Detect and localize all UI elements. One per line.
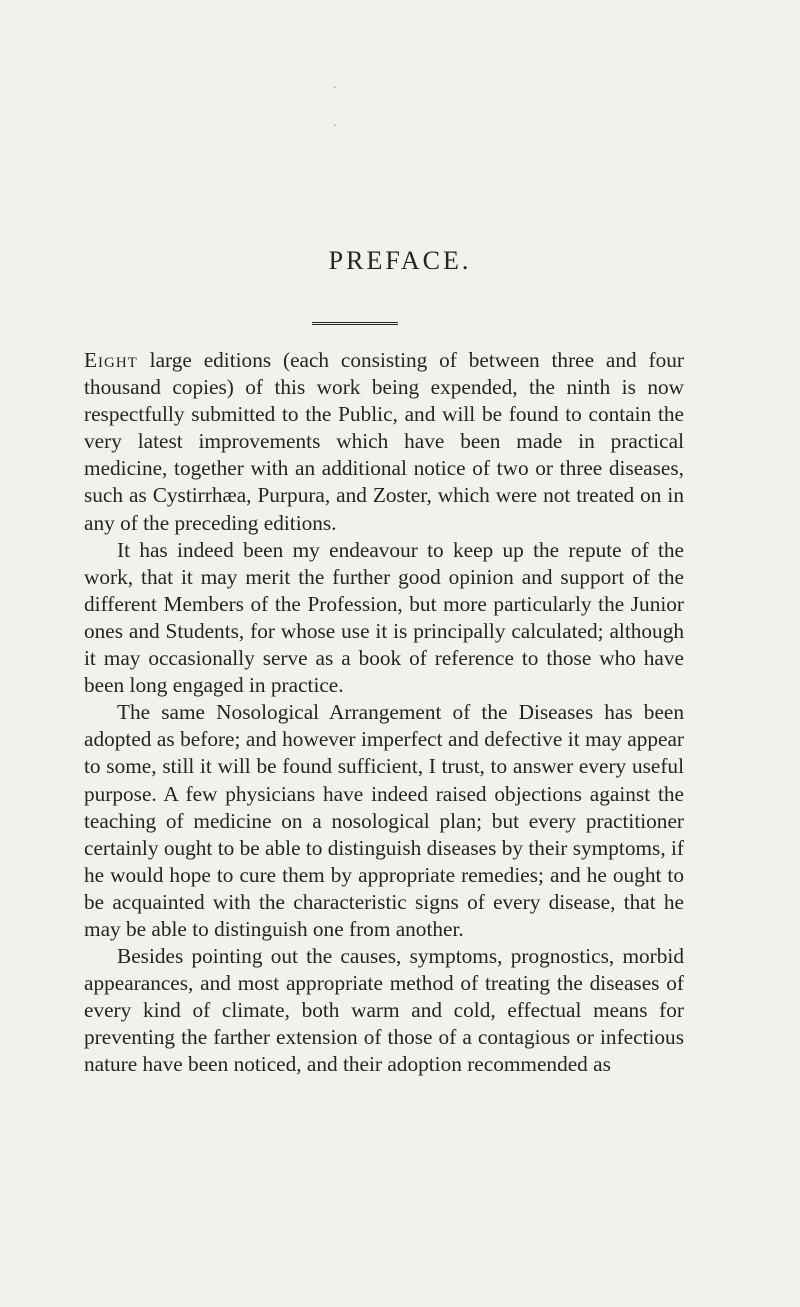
paragraph-1-text: large editions (each consisting of between three and four thousand copies) of this work being expended, the ninth is now respectfully submitted to the Public, and will be found to contain the very latest improvements which have been made in practical medicine, together with an additional notice of two or three diseases, such as Cystirrhæa, Purpura, and Zoster, which were not treated on in any of the preceding editions.	[84, 348, 684, 535]
title-rule	[312, 322, 398, 325]
page-speck: ·	[333, 80, 337, 94]
preface-text	[84, 347, 684, 1079]
page-speck: ·	[333, 118, 337, 132]
paragraph-1	[84, 347, 684, 537]
paragraph-3: The same Nosological Arrangement of the Diseases has been adopted as before; and however imperfect and defective it may appear to some, still it will be found sufficient, I trust, to answer every useful purpose. A few physicians have indeed raised objections against the teaching of medicine on a nosological plan; but every practitioner certainly ought to be able to distinguish diseases by their symptoms, if he would hope to cure them by appropriate remedies; and he ought to be acquainted with the characteristic signs of every disease, that he may be able to distinguish one from another.	[84, 700, 684, 941]
paragraph-4: Besides pointing out the causes, symptoms, prognostics, morbid appearances, and most appropriate method of treating the diseases of every kind of climate, both warm and cold, effectual means for preventing the farther extension of those of a contagious or infectious nature have been noticed, and their adoption recommended as	[84, 944, 684, 1077]
paragraph-1-lead: Eight	[84, 348, 138, 372]
page-title: PREFACE.	[328, 246, 472, 275]
paragraph-2: It has indeed been my endeavour to keep up the repute of the work, that it may merit the further good opinion and support of the different Members of the Profession, but more particularly the Junior ones and Students, for whose use it is principally calculated; although it may occasionally serve as a book of reference to those who have been long engaged in practice.	[84, 537, 684, 698]
